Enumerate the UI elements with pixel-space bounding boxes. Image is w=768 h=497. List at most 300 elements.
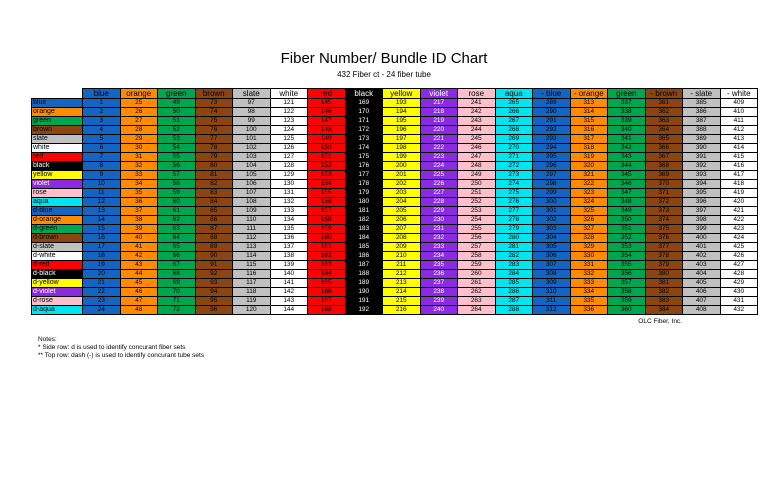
fiber-number-cell: 27 bbox=[120, 117, 158, 126]
fiber-number-cell: 242 bbox=[458, 108, 496, 117]
fiber-number-cell: 39 bbox=[120, 225, 158, 234]
fiber-number-cell: 233 bbox=[420, 243, 458, 252]
fiber-number-cell: 352 bbox=[608, 234, 646, 243]
fiber-number-cell: 175 bbox=[345, 153, 383, 162]
table-row bbox=[32, 180, 758, 189]
fiber-number-cell: 409 bbox=[720, 99, 758, 108]
fiber-number-cell: 361 bbox=[645, 99, 683, 108]
fiber-number-cell: 131 bbox=[270, 189, 308, 198]
fiber-number-cell: 278 bbox=[495, 216, 533, 225]
tube-color-header-row bbox=[32, 89, 758, 99]
fiber-number-cell: 150 bbox=[308, 144, 346, 153]
fiber-number-cell: 132 bbox=[270, 198, 308, 207]
fiber-number-cell: 163 bbox=[308, 261, 346, 270]
fiber-number-cell: 246 bbox=[458, 144, 496, 153]
fiber-number-cell: 59 bbox=[158, 189, 196, 198]
fiber-number-cell: 215 bbox=[383, 297, 421, 306]
fiber-number-cell: 293 bbox=[533, 135, 571, 144]
fiber-number-cell: 330 bbox=[570, 252, 608, 261]
fiber-number-cell: 135 bbox=[270, 225, 308, 234]
fiber-number-cell: 358 bbox=[608, 288, 646, 297]
page-title: Fiber Number/ Bundle ID Chart bbox=[280, 50, 488, 67]
row-label: d-aqua bbox=[32, 306, 83, 315]
fiber-number-cell: 213 bbox=[383, 279, 421, 288]
fiber-number-cell: 298 bbox=[533, 180, 571, 189]
fiber-number-cell: 161 bbox=[308, 243, 346, 252]
table-row bbox=[32, 252, 758, 261]
fiber-number-cell: 31 bbox=[120, 153, 158, 162]
table-row bbox=[32, 162, 758, 171]
fiber-number-cell: 250 bbox=[458, 180, 496, 189]
fiber-number-cell: 389 bbox=[683, 135, 721, 144]
fiber-number-cell: 395 bbox=[683, 189, 721, 198]
fiber-number-cell: 345 bbox=[608, 171, 646, 180]
fiber-number-cell: 299 bbox=[533, 189, 571, 198]
fiber-number-cell: 416 bbox=[720, 162, 758, 171]
fiber-number-cell: 369 bbox=[645, 171, 683, 180]
fiber-number-cell: 378 bbox=[645, 252, 683, 261]
fiber-number-cell: 191 bbox=[345, 297, 383, 306]
fiber-number-cell: 236 bbox=[420, 270, 458, 279]
row-label: d-black bbox=[32, 270, 83, 279]
fiber-number-cell: 245 bbox=[458, 135, 496, 144]
fiber-number-cell: 363 bbox=[645, 117, 683, 126]
fiber-number-cell: 216 bbox=[383, 306, 421, 315]
fiber-number-cell: 297 bbox=[533, 171, 571, 180]
fiber-number-cell: 205 bbox=[383, 207, 421, 216]
fiber-number-cell: 17 bbox=[83, 243, 121, 252]
fiber-number-cell: 174 bbox=[345, 144, 383, 153]
column-header: slate bbox=[233, 89, 271, 99]
fiber-number-cell: 112 bbox=[233, 234, 271, 243]
fiber-number-cell: 57 bbox=[158, 171, 196, 180]
column-header: blue bbox=[83, 89, 121, 99]
fiber-number-cell: 183 bbox=[345, 225, 383, 234]
fiber-number-cell: 371 bbox=[645, 189, 683, 198]
fiber-number-cell: 1 bbox=[83, 99, 121, 108]
fiber-number-cell: 218 bbox=[420, 108, 458, 117]
notes-section bbox=[38, 336, 204, 360]
fiber-number-cell: 316 bbox=[570, 126, 608, 135]
fiber-number-cell: 310 bbox=[533, 288, 571, 297]
table-row bbox=[32, 306, 758, 315]
fiber-number-cell: 168 bbox=[308, 306, 346, 315]
fiber-number-cell: 377 bbox=[645, 243, 683, 252]
column-header: green bbox=[608, 89, 646, 99]
fiber-number-cell: 421 bbox=[720, 207, 758, 216]
fiber-number-cell: 5 bbox=[83, 135, 121, 144]
fiber-number-cell: 221 bbox=[420, 135, 458, 144]
column-header: rose bbox=[458, 89, 496, 99]
fiber-number-cell: 290 bbox=[533, 108, 571, 117]
column-header: violet bbox=[420, 89, 458, 99]
fiber-number-cell: 113 bbox=[233, 243, 271, 252]
fiber-number-cell: 266 bbox=[495, 108, 533, 117]
fiber-number-cell: 126 bbox=[270, 144, 308, 153]
fiber-number-cell: 177 bbox=[345, 171, 383, 180]
fiber-number-cell: 16 bbox=[83, 234, 121, 243]
fiber-number-cell: 170 bbox=[345, 108, 383, 117]
fiber-number-cell: 430 bbox=[720, 288, 758, 297]
row-label: red bbox=[32, 153, 83, 162]
fiber-number-cell: 190 bbox=[345, 288, 383, 297]
fiber-number-cell: 200 bbox=[383, 162, 421, 171]
table-row bbox=[32, 288, 758, 297]
fiber-number-cell: 197 bbox=[383, 135, 421, 144]
row-label: d-blue bbox=[32, 207, 83, 216]
fiber-number-cell: 344 bbox=[608, 162, 646, 171]
column-header: - orange bbox=[570, 89, 608, 99]
fiber-number-cell: 424 bbox=[720, 234, 758, 243]
fiber-number-cell: 368 bbox=[645, 162, 683, 171]
fiber-number-cell: 312 bbox=[533, 306, 571, 315]
fiber-number-cell: 423 bbox=[720, 225, 758, 234]
fiber-number-cell: 418 bbox=[720, 180, 758, 189]
fiber-number-cell: 276 bbox=[495, 198, 533, 207]
fiber-number-cell: 83 bbox=[195, 189, 233, 198]
fiber-number-cell: 240 bbox=[420, 306, 458, 315]
fiber-number-cell: 275 bbox=[495, 189, 533, 198]
fiber-number-cell: 304 bbox=[533, 234, 571, 243]
fiber-number-cell: 105 bbox=[233, 171, 271, 180]
fiber-number-cell: 26 bbox=[120, 108, 158, 117]
fiber-number-cell: 291 bbox=[533, 117, 571, 126]
fiber-number-cell: 338 bbox=[608, 108, 646, 117]
fiber-number-cell: 64 bbox=[158, 234, 196, 243]
fiber-number-cell: 422 bbox=[720, 216, 758, 225]
row-label: white bbox=[32, 144, 83, 153]
fiber-number-cell: 67 bbox=[158, 261, 196, 270]
table-row bbox=[32, 198, 758, 207]
fiber-number-cell: 391 bbox=[683, 153, 721, 162]
fiber-number-cell: 142 bbox=[270, 288, 308, 297]
fiber-number-cell: 402 bbox=[683, 252, 721, 261]
table-row bbox=[32, 207, 758, 216]
table-row bbox=[32, 153, 758, 162]
fiber-number-cell: 333 bbox=[570, 279, 608, 288]
fiber-number-cell: 148 bbox=[308, 126, 346, 135]
fiber-number-cell: 192 bbox=[345, 306, 383, 315]
fiber-number-cell: 399 bbox=[683, 225, 721, 234]
fiber-number-cell: 287 bbox=[495, 297, 533, 306]
fiber-number-cell: 390 bbox=[683, 144, 721, 153]
fiber-number-cell: 204 bbox=[383, 198, 421, 207]
fiber-number-cell: 120 bbox=[233, 306, 271, 315]
column-header: yellow bbox=[383, 89, 421, 99]
fiber-number-cell: 93 bbox=[195, 279, 233, 288]
fiber-number-cell: 231 bbox=[420, 225, 458, 234]
fiber-number-cell: 125 bbox=[270, 135, 308, 144]
fiber-number-cell: 301 bbox=[533, 207, 571, 216]
fiber-number-cell: 134 bbox=[270, 216, 308, 225]
fiber-number-cell: 80 bbox=[195, 162, 233, 171]
fiber-number-cell: 322 bbox=[570, 180, 608, 189]
fiber-number-cell: 262 bbox=[458, 288, 496, 297]
fiber-number-cell: 408 bbox=[683, 306, 721, 315]
fiber-number-cell: 138 bbox=[270, 252, 308, 261]
fiber-number-cell: 40 bbox=[120, 234, 158, 243]
fiber-number-cell: 292 bbox=[533, 126, 571, 135]
fiber-number-cell: 72 bbox=[158, 306, 196, 315]
row-label: blue bbox=[32, 99, 83, 108]
fiber-number-cell: 227 bbox=[420, 189, 458, 198]
fiber-number-cell: 85 bbox=[195, 207, 233, 216]
fiber-number-cell: 337 bbox=[608, 99, 646, 108]
fiber-number-cell: 159 bbox=[308, 225, 346, 234]
fiber-number-cell: 336 bbox=[570, 306, 608, 315]
fiber-number-cell: 263 bbox=[458, 297, 496, 306]
fiber-number-cell: 52 bbox=[158, 126, 196, 135]
page-subtitle: 432 Fiber ct - 24 fiber tube bbox=[337, 70, 431, 79]
table-row bbox=[32, 279, 758, 288]
fiber-number-cell: 61 bbox=[158, 207, 196, 216]
fiber-number-cell: 270 bbox=[495, 144, 533, 153]
fiber-number-cell: 108 bbox=[233, 198, 271, 207]
fiber-number-cell: 99 bbox=[233, 117, 271, 126]
fiber-number-cell: 272 bbox=[495, 162, 533, 171]
fiber-number-cell: 66 bbox=[158, 252, 196, 261]
table-row bbox=[32, 135, 758, 144]
fiber-number-cell: 224 bbox=[420, 162, 458, 171]
fiber-number-cell: 382 bbox=[645, 288, 683, 297]
fiber-number-cell: 306 bbox=[533, 252, 571, 261]
fiber-number-cell: 199 bbox=[383, 153, 421, 162]
fiber-number-cell: 188 bbox=[345, 270, 383, 279]
fiber-number-cell: 185 bbox=[345, 243, 383, 252]
fiber-number-cell: 207 bbox=[383, 225, 421, 234]
fiber-number-cell: 350 bbox=[608, 216, 646, 225]
fiber-number-cell: 411 bbox=[720, 117, 758, 126]
fiber-number-cell: 198 bbox=[383, 144, 421, 153]
fiber-number-cell: 63 bbox=[158, 225, 196, 234]
fiber-number-cell: 388 bbox=[683, 126, 721, 135]
fiber-number-cell: 21 bbox=[83, 279, 121, 288]
fiber-number-cell: 182 bbox=[345, 216, 383, 225]
fiber-number-cell: 178 bbox=[345, 180, 383, 189]
fiber-number-cell: 118 bbox=[233, 288, 271, 297]
fiber-number-cell: 269 bbox=[495, 135, 533, 144]
fiber-number-cell: 62 bbox=[158, 216, 196, 225]
fiber-number-cell: 12 bbox=[83, 198, 121, 207]
fiber-number-cell: 387 bbox=[683, 117, 721, 126]
fiber-number-cell: 7 bbox=[83, 153, 121, 162]
fiber-number-cell: 34 bbox=[120, 180, 158, 189]
fiber-bundle-table bbox=[31, 88, 758, 315]
fiber-number-cell: 223 bbox=[420, 153, 458, 162]
fiber-number-cell: 392 bbox=[683, 162, 721, 171]
fiber-number-cell: 232 bbox=[420, 234, 458, 243]
table-row bbox=[32, 216, 758, 225]
fiber-number-cell: 415 bbox=[720, 153, 758, 162]
fiber-number-cell: 425 bbox=[720, 243, 758, 252]
fiber-number-cell: 396 bbox=[683, 198, 721, 207]
fiber-number-cell: 74 bbox=[195, 108, 233, 117]
fiber-number-cell: 123 bbox=[270, 117, 308, 126]
table-row bbox=[32, 108, 758, 117]
fiber-number-cell: 60 bbox=[158, 198, 196, 207]
fiber-number-cell: 127 bbox=[270, 153, 308, 162]
fiber-number-cell: 156 bbox=[308, 198, 346, 207]
fiber-number-cell: 286 bbox=[495, 288, 533, 297]
fiber-number-cell: 326 bbox=[570, 216, 608, 225]
fiber-number-cell: 346 bbox=[608, 180, 646, 189]
fiber-number-cell: 318 bbox=[570, 144, 608, 153]
fiber-number-cell: 331 bbox=[570, 261, 608, 270]
column-header: black bbox=[345, 89, 383, 99]
table-body bbox=[32, 99, 758, 315]
column-header: red bbox=[308, 89, 346, 99]
fiber-number-cell: 69 bbox=[158, 279, 196, 288]
fiber-number-cell: 88 bbox=[195, 234, 233, 243]
row-label: d-yellow bbox=[32, 279, 83, 288]
fiber-number-cell: 81 bbox=[195, 171, 233, 180]
fiber-number-cell: 373 bbox=[645, 207, 683, 216]
fiber-number-cell: 171 bbox=[345, 117, 383, 126]
fiber-number-cell: 158 bbox=[308, 216, 346, 225]
fiber-number-cell: 268 bbox=[495, 126, 533, 135]
fiber-number-cell: 194 bbox=[383, 108, 421, 117]
fiber-number-cell: 366 bbox=[645, 144, 683, 153]
fiber-number-cell: 226 bbox=[420, 180, 458, 189]
fiber-number-cell: 273 bbox=[495, 171, 533, 180]
fiber-number-cell: 136 bbox=[270, 234, 308, 243]
fiber-number-cell: 165 bbox=[308, 279, 346, 288]
fiber-number-cell: 211 bbox=[383, 261, 421, 270]
fiber-number-cell: 208 bbox=[383, 234, 421, 243]
fiber-number-cell: 143 bbox=[270, 297, 308, 306]
fiber-number-cell: 68 bbox=[158, 270, 196, 279]
fiber-number-cell: 37 bbox=[120, 207, 158, 216]
fiber-number-cell: 410 bbox=[720, 108, 758, 117]
fiber-number-cell: 79 bbox=[195, 153, 233, 162]
fiber-number-cell: 206 bbox=[383, 216, 421, 225]
row-label: d-orange bbox=[32, 216, 83, 225]
fiber-number-cell: 251 bbox=[458, 189, 496, 198]
fiber-number-cell: 15 bbox=[83, 225, 121, 234]
fiber-number-cell: 400 bbox=[683, 234, 721, 243]
fiber-number-cell: 362 bbox=[645, 108, 683, 117]
fiber-number-cell: 321 bbox=[570, 171, 608, 180]
column-header: brown bbox=[195, 89, 233, 99]
fiber-number-cell: 357 bbox=[608, 279, 646, 288]
fiber-number-cell: 426 bbox=[720, 252, 758, 261]
row-label: d-violet bbox=[32, 288, 83, 297]
fiber-number-cell: 335 bbox=[570, 297, 608, 306]
fiber-number-cell: 239 bbox=[420, 297, 458, 306]
fiber-number-cell: 406 bbox=[683, 288, 721, 297]
fiber-number-cell: 280 bbox=[495, 234, 533, 243]
fiber-number-cell: 30 bbox=[120, 144, 158, 153]
fiber-number-cell: 282 bbox=[495, 252, 533, 261]
fiber-number-cell: 117 bbox=[233, 279, 271, 288]
fiber-number-cell: 154 bbox=[308, 180, 346, 189]
row-label: d-rose bbox=[32, 297, 83, 306]
fiber-number-cell: 169 bbox=[345, 99, 383, 108]
table-row bbox=[32, 189, 758, 198]
fiber-number-cell: 25 bbox=[120, 99, 158, 108]
fiber-number-cell: 428 bbox=[720, 270, 758, 279]
fiber-number-cell: 144 bbox=[270, 306, 308, 315]
fiber-number-cell: 230 bbox=[420, 216, 458, 225]
row-label: d-brown bbox=[32, 234, 83, 243]
note-line-side-row: * Side row: d is used to identify concurant fiber sets bbox=[38, 344, 186, 351]
fiber-number-cell: 6 bbox=[83, 144, 121, 153]
fiber-number-cell: 255 bbox=[458, 225, 496, 234]
fiber-number-cell: 407 bbox=[683, 297, 721, 306]
fiber-number-cell: 45 bbox=[120, 279, 158, 288]
fiber-number-cell: 385 bbox=[683, 99, 721, 108]
fiber-number-cell: 78 bbox=[195, 144, 233, 153]
fiber-number-cell: 155 bbox=[308, 189, 346, 198]
fiber-number-cell: 405 bbox=[683, 279, 721, 288]
fiber-number-cell: 56 bbox=[158, 162, 196, 171]
fiber-number-cell: 264 bbox=[458, 306, 496, 315]
fiber-number-cell: 46 bbox=[120, 288, 158, 297]
fiber-number-cell: 380 bbox=[645, 270, 683, 279]
table-row bbox=[32, 243, 758, 252]
fiber-number-cell: 173 bbox=[345, 135, 383, 144]
fiber-number-cell: 308 bbox=[533, 270, 571, 279]
fiber-number-cell: 210 bbox=[383, 252, 421, 261]
fiber-number-cell: 89 bbox=[195, 243, 233, 252]
fiber-number-cell: 305 bbox=[533, 243, 571, 252]
row-label: yellow bbox=[32, 171, 83, 180]
fiber-number-cell: 106 bbox=[233, 180, 271, 189]
fiber-number-cell: 137 bbox=[270, 243, 308, 252]
fiber-number-cell: 41 bbox=[120, 243, 158, 252]
fiber-number-cell: 356 bbox=[608, 270, 646, 279]
fiber-number-cell: 36 bbox=[120, 198, 158, 207]
fiber-number-cell: 184 bbox=[345, 234, 383, 243]
table-row bbox=[32, 171, 758, 180]
fiber-number-cell: 73 bbox=[195, 99, 233, 108]
fiber-number-cell: 181 bbox=[345, 207, 383, 216]
fiber-number-cell: 412 bbox=[720, 126, 758, 135]
fiber-number-cell: 47 bbox=[120, 297, 158, 306]
fiber-number-cell: 53 bbox=[158, 135, 196, 144]
fiber-number-cell: 107 bbox=[233, 189, 271, 198]
fiber-number-cell: 376 bbox=[645, 234, 683, 243]
fiber-number-cell: 381 bbox=[645, 279, 683, 288]
row-label: orange bbox=[32, 108, 83, 117]
fiber-number-cell: 327 bbox=[570, 225, 608, 234]
fiber-number-cell: 372 bbox=[645, 198, 683, 207]
column-header: - slate bbox=[683, 89, 721, 99]
fiber-number-cell: 413 bbox=[720, 135, 758, 144]
fiber-number-cell: 98 bbox=[233, 108, 271, 117]
fiber-number-cell: 349 bbox=[608, 207, 646, 216]
fiber-number-cell: 23 bbox=[83, 297, 121, 306]
fiber-number-cell: 225 bbox=[420, 171, 458, 180]
fiber-number-cell: 303 bbox=[533, 225, 571, 234]
fiber-number-cell: 202 bbox=[383, 180, 421, 189]
fiber-number-cell: 289 bbox=[533, 99, 571, 108]
fiber-number-cell: 393 bbox=[683, 171, 721, 180]
fiber-number-cell: 217 bbox=[420, 99, 458, 108]
row-label: slate bbox=[32, 135, 83, 144]
fiber-number-cell: 96 bbox=[195, 306, 233, 315]
fiber-number-cell: 9 bbox=[83, 171, 121, 180]
fiber-number-cell: 341 bbox=[608, 135, 646, 144]
fiber-number-cell: 91 bbox=[195, 261, 233, 270]
fiber-number-cell: 76 bbox=[195, 126, 233, 135]
fiber-number-cell: 186 bbox=[345, 252, 383, 261]
fiber-number-cell: 334 bbox=[570, 288, 608, 297]
fiber-number-cell: 51 bbox=[158, 117, 196, 126]
fiber-number-cell: 317 bbox=[570, 135, 608, 144]
row-label: aqua bbox=[32, 198, 83, 207]
column-header: - blue bbox=[533, 89, 571, 99]
